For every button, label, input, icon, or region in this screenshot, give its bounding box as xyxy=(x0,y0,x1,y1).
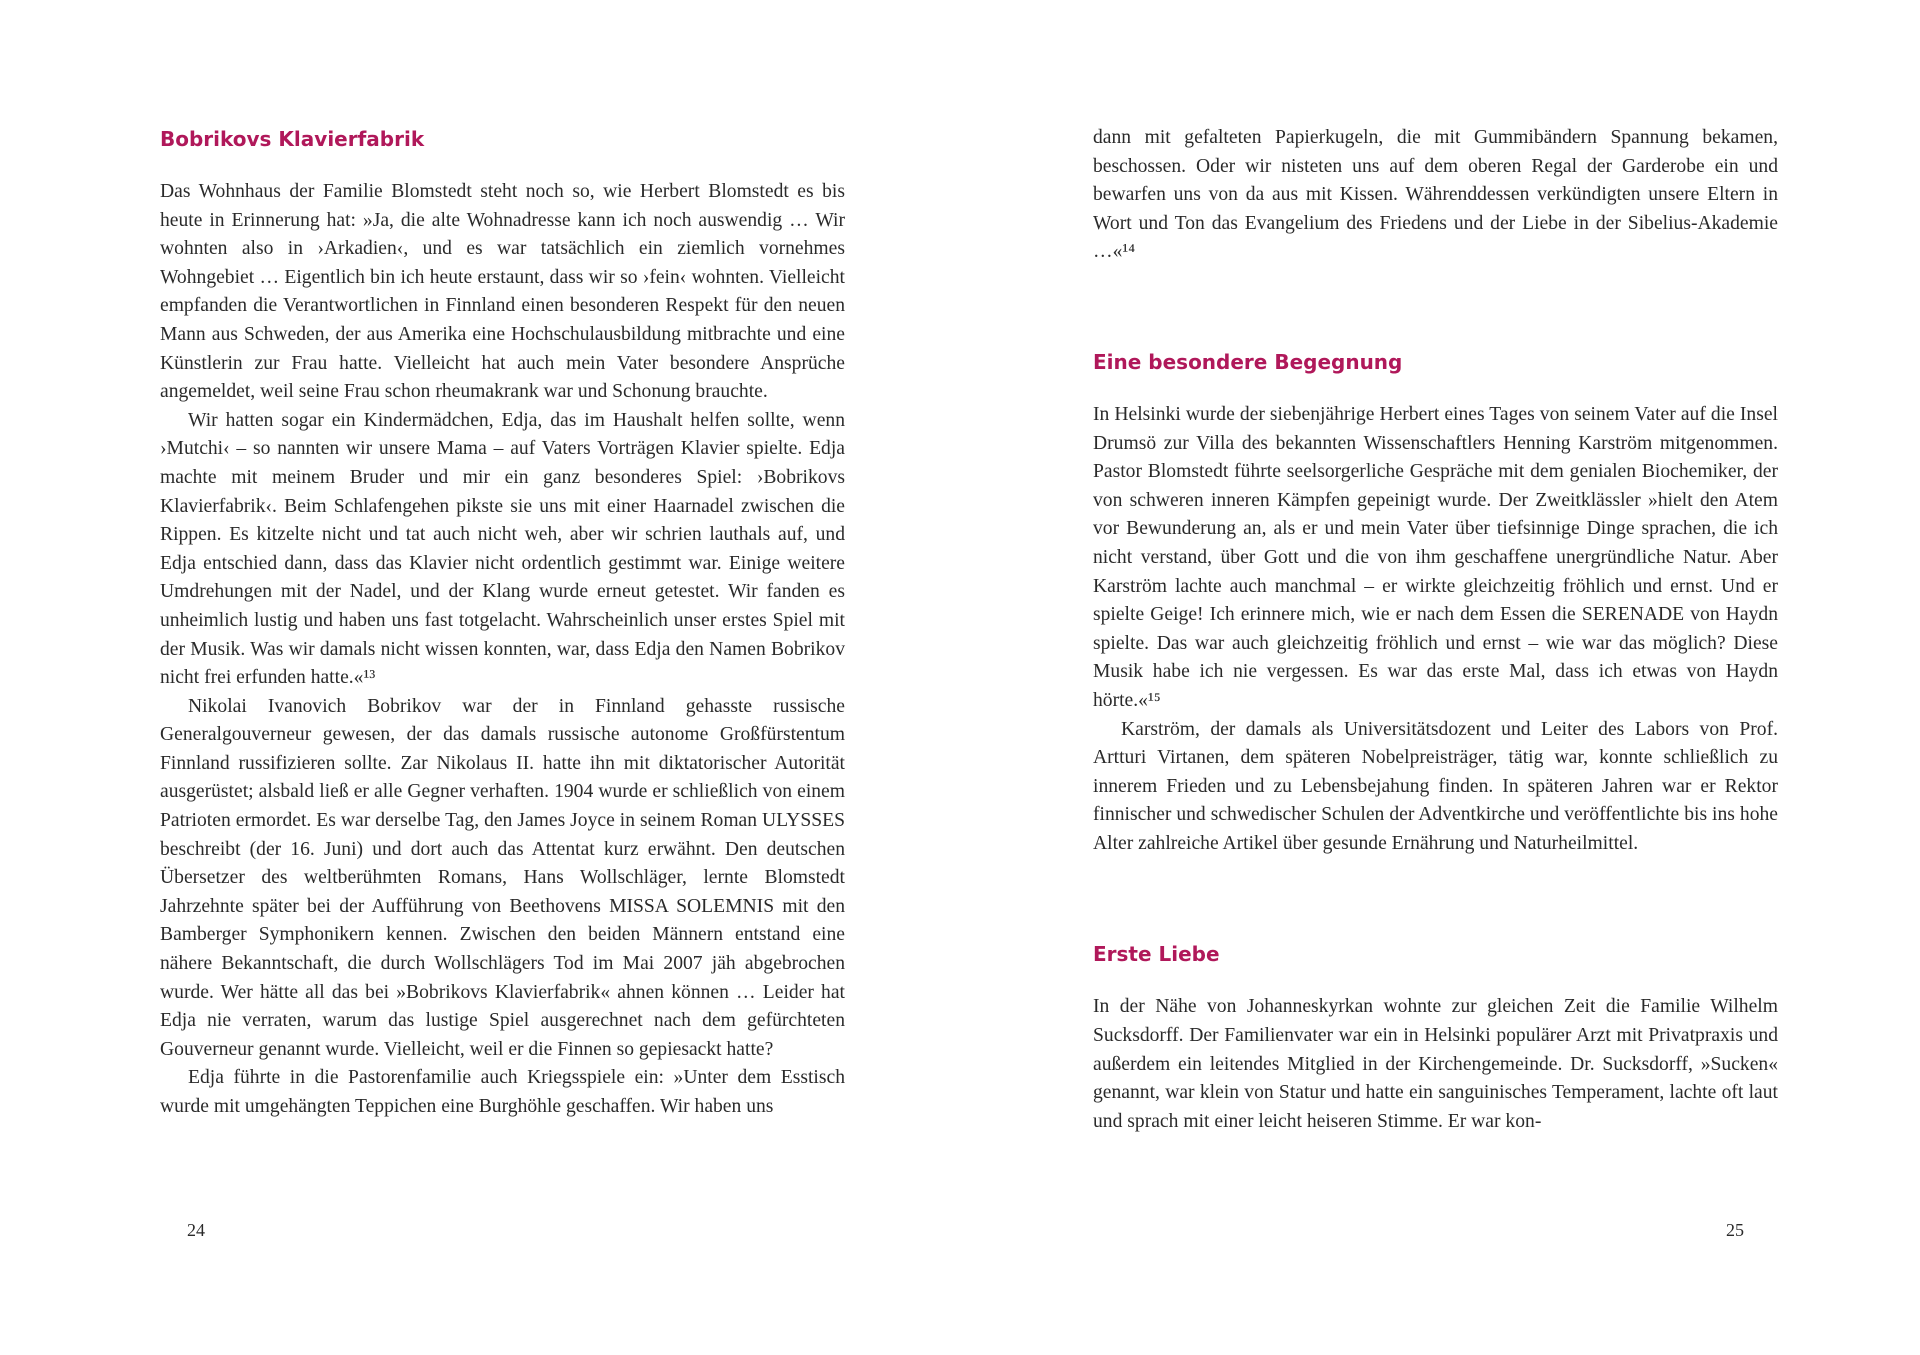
body-paragraph: In Helsinki wurde der siebenjährige Herbert eines Tages von seinem Vater auf die Insel Drumsö zur Villa des bekannten Wissenschaftlers Henning Karström mitgenommen. Pastor Blomstedt führte seelsorgerliche Gespräche mit dem genialen Biochemiker, der von schweren inneren Kämpfen gepeinigt wurde. Der Zweitklässler »hielt den Atem vor Bewunderung an, als er und mein Vater über tiefsinnige Dinge sprachen, die ich nicht verstand, über Gott und die von ihm geschaffene unergründliche Natur. Aber Karström lachte auch manchmal – er wirkte gleichzeitig fröhlich und ernst. Und er spielte Geige! Ich erinnere mich, wie er nach dem Essen die SERENADE von Haydn spielte. Das war auch gleichzeitig fröhlich und ernst – wie war das möglich? Diese Musik habe ich nie vergessen. Es war das erste Mal, dass ich etwas von Haydn hörte.«¹⁵ xyxy=(1093,403,1778,711)
continuation-paragraph: dann mit gefalteten Papierkugeln, die mit Gummibändern Spannung bekamen, beschossen. Oder wir nisteten uns auf dem oberen Regal der Garderobe ein und bewarfen uns von da aus mit Kissen. Währenddessen verkündigten unsere Eltern in Wort und Ton das Evangelium des Friedens und der Liebe in der Sibelius-Akademie …«¹⁴ xyxy=(1093,127,1778,263)
page-number-right: 25 xyxy=(1726,1220,1744,1240)
body-paragraph: Wir hatten sogar ein Kindermädchen, Edja, das im Haushalt helfen sollte, wenn ›Mutchi‹ – so nannten wir unsere Mama – auf Vaters Vorträgen Klavier spielte. Edja machte mit meinem Bruder und mir ein ganz besonderes Spiel: ›Bobrikovs Klavierfabrik‹. Beim Schlafengehen pikste sie uns mit einer Haarnadel zwischen die Rippen. Es kitzelte nicht und tat auch nicht weh, aber wir schrien lauthals auf, und Edja entschied dann, dass das Klavier nicht ordentlich gestimmt war. Einige weitere Umdrehungen mit der Nadel, und der Klang wurde erneut getestet. Wir fanden es unheimlich lustig und haben uns fast totgelacht. Wahrscheinlich unser erstes Spiel mit der Musik. Was wir damals nicht wissen konnten, war, dass Edja den Namen Bobrikov nicht frei erfunden hatte.«¹³ xyxy=(160,409,845,689)
left-text-column xyxy=(160,121,845,1122)
body-paragraph: Nikolai Ivanovich Bobrikov war der in Finnland gehasste russische Generalgouverneur gewesen, der das damals russische autonome Großfürstentum Finnland russifizieren sollte. Zar Nikolaus II. hatte ihn mit diktatorischer Autorität ausgerüstet; alsbald ließ er alle Gegner verhaften. 1904 wurde er schließlich von einem Patrioten ermordet. Es war derselbe Tag, den James Joyce in seinem Roman ULYSSES beschreibt (der 16. Juni) und dort auch das Attentat kurz erwähnt. Den deutschen Übersetzer des weltberühmten Romans, Hans Wollschläger, lernte Blomstedt Jahrzehnte später bei der Aufführung von Beethovens MISSA SOLEMNIS mit den Bamberger Symphonikern kennen. Zwischen den beiden Männern entstand eine nähere Bekanntschaft, die durch Wollschlägers Tod im Mai 2007 jäh abgebrochen wurde. Wer hätte all das bei »Bobrikovs Klavierfabrik« ahnen können … Leider hat Edja nie verraten, warum das lustige Spiel ausgerechnet nach dem gefürchteten Gouverneur genannt wurde. Vielleicht, weil er die Finnen so gepiesackt hatte? xyxy=(160,695,845,1060)
body-paragraph: Das Wohnhaus der Familie Blomstedt steht noch so, wie Herbert Blomstedt es bis heute in Erinnerung hat: »Ja, die alte Wohnadresse kann ich noch auswendig … Wir wohnten also in ›Arkadien‹, und es war tatsächlich ein ziemlich vornehmes Wohngebiet … Eigentlich bin ich heute erstaunt, dass wir so ›fein‹ wohnten. Vielleicht empfanden die Verantwortlichen in Finnland einen besonderen Respekt für den neuen Mann aus Schweden, der aus Amerika eine Hochschulausbildung mitbrachte und eine Künstlerin zur Frau hatte. Vielleicht hat auch mein Vater besondere Ansprüche angemeldet, weil seine Frau schon rheumakrank war und Schonung brauchte. xyxy=(160,181,845,403)
section-spacer xyxy=(1093,267,1778,344)
right-text-column xyxy=(1093,124,1778,1136)
body-paragraph: Edja führte in die Pastorenfamilie auch Kriegsspiele ein: »Unter dem Esstisch wurde mit umgehängten Teppichen eine Burghöhle geschaffen. Wir haben uns xyxy=(160,1067,845,1117)
body-paragraph: Karström, der damals als Universitätsdozent und Leiter des Labors von Prof. Artturi Virtanen, dem späteren Nobelpreisträger, tätig war, konnte schließlich zu innerem Frieden und zu Lebensbejahung finden. In späteren Jahren war er Rektor finnischer und schwedischer Schulen der Adventkirche und veröffentlichte bis ins hohe Alter zahlreiche Artikel über gesunde Ernährung und Naturheilmittel. xyxy=(1093,718,1778,854)
heading-spacer xyxy=(160,157,845,178)
page-number-left: 24 xyxy=(187,1220,205,1240)
heading-spacer xyxy=(1093,380,1778,401)
right-page xyxy=(960,0,1920,1355)
section-heading-bobrikovs-klavierfabrik: Bobrikovs Klavierfabrik xyxy=(160,127,425,151)
section-heading-erste-liebe: Erste Liebe xyxy=(1093,942,1220,967)
body-paragraph: In der Nähe von Johanneskyrkan wohnte zur gleichen Zeit die Familie Wilhelm Sucksdorff. Der Familienvater war ein in Helsinki populärer Arzt mit Privatpraxis und außerdem ein leitendes Mitglied in der Kirchengemeinde. Dr. Sucksdorff, »Sucken« genannt, war klein von Statur und hatte ein sanguinisches Temperament, lachte oft laut und sprach mit einer leicht heiseren Stimme. Er war kon- xyxy=(1093,996,1778,1132)
section-spacer xyxy=(1093,858,1778,936)
heading-spacer xyxy=(1093,972,1778,993)
section-heading-eine-besondere-begegnung: Eine besondere Begegnung xyxy=(1093,349,1403,374)
